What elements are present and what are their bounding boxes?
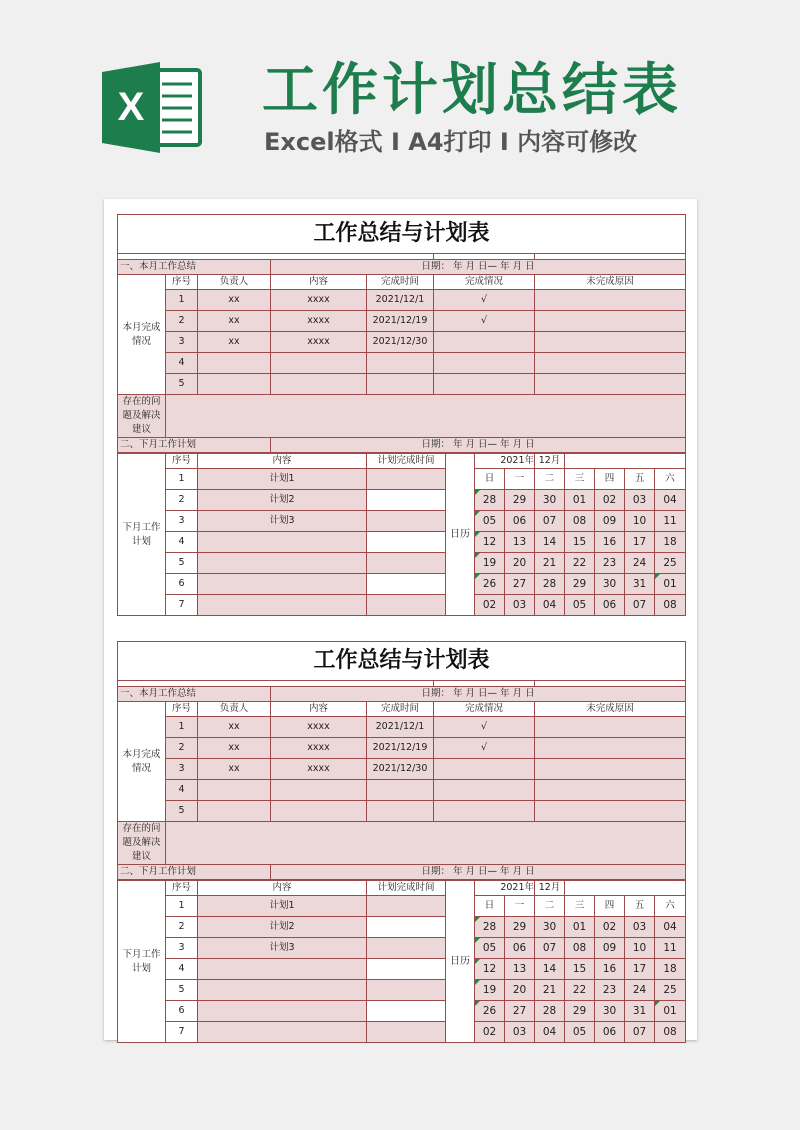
table-cell[interactable] [535,332,686,353]
calendar-day[interactable]: 05 [565,595,595,616]
calendar-header-blank [565,881,686,896]
plan-row [118,938,686,959]
table-cell: 5 [166,801,198,822]
calendar-day[interactable]: 28 [475,490,505,511]
table-row [118,738,686,759]
calendar-day[interactable]: 26 [475,1001,505,1022]
calendar-day[interactable]: 08 [655,595,686,616]
table-cell[interactable]: 2021/12/1 [367,717,434,738]
plan-due-time[interactable] [367,490,446,511]
calendar-day[interactable]: 22 [565,980,595,1001]
calendar-day[interactable]: 16 [595,532,625,553]
section-header-row [118,438,686,453]
table-cell[interactable] [434,759,535,780]
plan-index: 3 [166,938,198,959]
table-cell[interactable] [271,374,367,395]
plan-row [118,574,686,595]
calendar-day[interactable]: 14 [535,532,565,553]
worksheet-top [117,214,685,616]
calendar-day[interactable]: 20 [505,980,535,1001]
calendar-weekday: 二 [535,469,565,490]
calendar-year: 2021年 [475,454,535,469]
calendar-day[interactable]: 18 [655,959,686,980]
calendar-weekday: 三 [565,469,595,490]
section-header-row [118,260,686,275]
table-cell[interactable] [198,374,271,395]
table-cell[interactable]: xxxx [271,332,367,353]
column-header: 内容 [271,702,367,717]
table-header-row [118,702,686,717]
plan-row [118,959,686,980]
calendar-day[interactable]: 06 [505,511,535,532]
calendar-day[interactable]: 04 [535,1022,565,1043]
plan-row [118,511,686,532]
table-cell[interactable] [367,374,434,395]
plan-content[interactable]: 计划3 [198,938,367,959]
table-cell[interactable] [434,801,535,822]
calendar-weekday: 一 [505,896,535,917]
plan-index: 5 [166,553,198,574]
table-cell: 1 [166,717,198,738]
calendar-weekday: 六 [655,469,686,490]
calendar-day[interactable]: 12 [475,959,505,980]
table-cell[interactable]: xx [198,332,271,353]
group-label-next-month: 下月工作计划 [118,454,166,616]
table-cell[interactable] [367,801,434,822]
table-cell[interactable]: 2021/12/30 [367,759,434,780]
calendar-day[interactable]: 12 [475,532,505,553]
table-cell[interactable]: 2021/12/30 [367,332,434,353]
calendar-day[interactable]: 05 [475,938,505,959]
plan-row [118,490,686,511]
plan-content[interactable] [198,553,367,574]
table-cell: 4 [166,780,198,801]
calendar-day[interactable]: 03 [625,490,655,511]
issues-label: 存在的问题及解决建议 [118,822,166,865]
calendar-year: 2021年 [475,881,535,896]
plan-content[interactable]: 计划2 [198,917,367,938]
plan-index: 5 [166,980,198,1001]
calendar-weekday: 六 [655,896,686,917]
table-cell[interactable] [198,801,271,822]
section-1-date: 日期： 年 月 日— 年 月 日 [271,260,686,275]
plan-content[interactable]: 计划2 [198,490,367,511]
table-header-row [118,275,686,290]
calendar-day[interactable]: 05 [565,1022,595,1043]
table-cell[interactable]: xx [198,717,271,738]
calendar-day[interactable]: 04 [655,490,686,511]
calendar-day[interactable]: 25 [655,980,686,1001]
plan-row [118,1001,686,1022]
calendar-day[interactable]: 02 [595,490,625,511]
calendar-day[interactable]: 08 [655,1022,686,1043]
calendar-day[interactable]: 30 [595,574,625,595]
table-cell[interactable]: xxxx [271,290,367,311]
table-row [118,353,686,374]
column-header: 完成时间 [367,702,434,717]
calendar-day[interactable]: 14 [535,959,565,980]
title-row [118,215,686,254]
calendar-day[interactable]: 04 [655,917,686,938]
calendar-day[interactable]: 31 [625,1001,655,1022]
calendar-label: 日历 [446,881,475,1043]
sheet-title: 工作总结与计划表 [118,215,686,254]
calendar-day[interactable]: 01 [655,574,686,595]
calendar-day[interactable]: 15 [565,959,595,980]
plan-due-time[interactable] [367,1022,446,1043]
table-cell[interactable] [434,780,535,801]
calendar-weekday: 一 [505,469,535,490]
section-2-label: 二、下月工作计划 [118,438,271,453]
table-cell[interactable] [198,780,271,801]
column-header: 内容 [271,275,367,290]
issues-input-cell[interactable] [166,395,686,438]
calendar-day[interactable]: 19 [475,553,505,574]
plan-index: 4 [166,959,198,980]
plan-content[interactable] [198,574,367,595]
calendar-day[interactable]: 29 [565,574,595,595]
table-cell[interactable]: xxxx [271,738,367,759]
summary-plan-table [117,641,686,880]
calendar-day[interactable]: 07 [535,938,565,959]
table-cell[interactable] [367,353,434,374]
calendar-day[interactable]: 04 [535,595,565,616]
calendar-weekday: 三 [565,896,595,917]
column-header: 计划完成时间 [367,881,446,896]
table-cell[interactable]: 2021/12/1 [367,290,434,311]
issues-label: 存在的问题及解决建议 [118,395,166,438]
column-header: 未完成原因 [535,702,686,717]
table-cell[interactable]: 2021/12/19 [367,738,434,759]
calendar-day[interactable]: 07 [625,595,655,616]
table-cell[interactable] [434,374,535,395]
plan-row [118,469,686,490]
calendar-weekday: 四 [595,469,625,490]
plan-index: 6 [166,1001,198,1022]
table-cell[interactable] [535,353,686,374]
table-cell[interactable] [271,780,367,801]
plan-due-time[interactable] [367,917,446,938]
calendar-month: 12月 [535,881,565,896]
calendar-day[interactable]: 11 [655,511,686,532]
calendar-day[interactable]: 01 [565,490,595,511]
issues-input-cell[interactable] [166,822,686,865]
section-2-date: 日期： 年 月 日— 年 月 日 [271,438,686,453]
calendar-day[interactable]: 21 [535,980,565,1001]
section-header-row [118,687,686,702]
plan-index: 1 [166,896,198,917]
table-cell[interactable] [271,353,367,374]
section-header-row [118,865,686,880]
calendar-day[interactable]: 11 [655,938,686,959]
plan-row [118,1022,686,1043]
column-header: 序号 [166,454,198,469]
table-cell[interactable]: xx [198,311,271,332]
table-cell[interactable]: xx [198,759,271,780]
plan-due-time[interactable] [367,553,446,574]
issues-row [118,395,686,438]
table-cell[interactable] [535,738,686,759]
table-cell[interactable]: √ [434,290,535,311]
excel-logo-icon [102,60,202,155]
table-row [118,332,686,353]
calendar-weekday: 日 [475,469,505,490]
table-cell[interactable]: xxxx [271,759,367,780]
calendar-day[interactable]: 27 [505,1001,535,1022]
table-cell[interactable]: xxxx [271,311,367,332]
group-label-next-month: 下月工作计划 [118,881,166,1043]
plan-calendar-table [117,453,686,616]
table-cell: 3 [166,332,198,353]
plan-content[interactable] [198,1001,367,1022]
calendar-day[interactable]: 09 [595,511,625,532]
plan-content[interactable] [198,595,367,616]
calendar-day[interactable]: 13 [505,959,535,980]
calendar-day[interactable]: 25 [655,553,686,574]
calendar-day[interactable]: 01 [655,1001,686,1022]
group-label-current-month: 本月完成情况 [118,702,166,822]
table-cell[interactable]: √ [434,738,535,759]
section-1-date: 日期： 年 月 日— 年 月 日 [271,687,686,702]
calendar-day[interactable]: 15 [565,532,595,553]
plan-row [118,553,686,574]
table-row [118,801,686,822]
table-cell[interactable] [535,290,686,311]
section-1-label: 一、本月工作总结 [118,260,271,275]
calendar-day[interactable]: 20 [505,553,535,574]
column-header: 内容 [198,454,367,469]
table-cell[interactable] [271,801,367,822]
summary-plan-table [117,214,686,453]
plan-content[interactable]: 计划3 [198,511,367,532]
table-cell[interactable]: xxxx [271,717,367,738]
calendar-day[interactable]: 08 [565,938,595,959]
calendar-day[interactable]: 21 [535,553,565,574]
plan-index: 3 [166,511,198,532]
plan-row [118,917,686,938]
table-cell: 2 [166,311,198,332]
plan-content[interactable] [198,980,367,1001]
plan-index: 1 [166,469,198,490]
plan-due-time[interactable] [367,511,446,532]
plan-due-time[interactable] [367,938,446,959]
section-2-date: 日期： 年 月 日— 年 月 日 [271,865,686,880]
plan-due-time[interactable] [367,980,446,1001]
calendar-day[interactable]: 30 [535,917,565,938]
calendar-day[interactable]: 28 [535,574,565,595]
table-cell[interactable] [535,759,686,780]
calendar-day[interactable]: 06 [595,1022,625,1043]
table-row [118,374,686,395]
calendar-weekday: 日 [475,896,505,917]
plan-due-time[interactable] [367,1001,446,1022]
calendar-day[interactable]: 29 [505,917,535,938]
calendar-day[interactable]: 27 [505,574,535,595]
plan-header-row [118,881,686,896]
table-cell[interactable] [198,353,271,374]
calendar-header-blank [565,454,686,469]
column-header: 内容 [198,881,367,896]
calendar-day[interactable]: 29 [565,1001,595,1022]
table-cell[interactable] [434,332,535,353]
plan-index: 2 [166,490,198,511]
plan-content[interactable] [198,1022,367,1043]
calendar-day[interactable]: 24 [625,553,655,574]
calendar-day[interactable]: 17 [625,532,655,553]
calendar-day[interactable]: 29 [505,490,535,511]
excel-logo-letter: X [117,85,145,129]
plan-row [118,532,686,553]
page-title: 工作计划总结表 [262,58,682,123]
calendar-day[interactable]: 09 [595,938,625,959]
calendar-day[interactable]: 23 [595,553,625,574]
calendar-day[interactable]: 02 [595,917,625,938]
calendar-day[interactable]: 03 [505,1022,535,1043]
table-cell: 1 [166,290,198,311]
calendar-day[interactable]: 19 [475,980,505,1001]
column-header: 未完成原因 [535,275,686,290]
calendar-day[interactable]: 02 [475,1022,505,1043]
column-header: 完成情况 [434,275,535,290]
calendar-weekday: 五 [625,896,655,917]
calendar-day[interactable]: 06 [595,595,625,616]
column-header: 负责人 [198,275,271,290]
table-row [118,311,686,332]
table-cell: 5 [166,374,198,395]
column-header: 完成时间 [367,275,434,290]
column-header: 序号 [166,702,198,717]
table-cell[interactable] [535,780,686,801]
plan-content[interactable]: 计划1 [198,469,367,490]
plan-index: 4 [166,532,198,553]
table-cell[interactable] [535,717,686,738]
calendar-day[interactable]: 13 [505,532,535,553]
calendar-day[interactable]: 23 [595,980,625,1001]
plan-due-time[interactable] [367,896,446,917]
table-cell[interactable]: √ [434,717,535,738]
calendar-day[interactable]: 16 [595,959,625,980]
calendar-day[interactable]: 06 [505,938,535,959]
plan-index: 6 [166,574,198,595]
plan-index: 7 [166,1022,198,1043]
issues-row [118,822,686,865]
table-cell: 2 [166,738,198,759]
sheet-title: 工作总结与计划表 [118,642,686,681]
table-cell[interactable]: xx [198,290,271,311]
table-row [118,717,686,738]
table-cell[interactable] [434,353,535,374]
plan-due-time[interactable] [367,574,446,595]
plan-due-time[interactable] [367,959,446,980]
table-row [118,780,686,801]
plan-index: 7 [166,595,198,616]
title-row [118,642,686,681]
calendar-day[interactable]: 03 [505,595,535,616]
plan-content[interactable]: 计划1 [198,896,367,917]
calendar-day[interactable]: 10 [625,511,655,532]
section-1-label: 一、本月工作总结 [118,687,271,702]
section-2-label: 二、下月工作计划 [118,865,271,880]
calendar-day[interactable]: 22 [565,553,595,574]
column-header: 序号 [166,881,198,896]
group-label-current-month: 本月完成情况 [118,275,166,395]
calendar-weekday: 二 [535,896,565,917]
calendar-day[interactable]: 07 [535,511,565,532]
calendar-day[interactable]: 05 [475,511,505,532]
plan-row [118,896,686,917]
calendar-day[interactable]: 08 [565,511,595,532]
plan-due-time[interactable] [367,595,446,616]
column-header: 序号 [166,275,198,290]
calendar-day[interactable]: 03 [625,917,655,938]
calendar-day[interactable]: 02 [475,595,505,616]
calendar-weekday: 四 [595,896,625,917]
calendar-day[interactable]: 30 [535,490,565,511]
calendar-weekday: 五 [625,469,655,490]
plan-due-time[interactable] [367,469,446,490]
calendar-day[interactable]: 31 [625,574,655,595]
table-cell[interactable]: 2021/12/19 [367,311,434,332]
calendar-day[interactable]: 24 [625,980,655,1001]
calendar-day[interactable]: 30 [595,1001,625,1022]
page-subtitle: Excel格式 I A4打印 I 内容可修改 [264,128,638,156]
calendar-day[interactable]: 07 [625,1022,655,1043]
calendar-day[interactable]: 10 [625,938,655,959]
calendar-month: 12月 [535,454,565,469]
plan-header-row [118,454,686,469]
calendar-day[interactable]: 28 [535,1001,565,1022]
calendar-day[interactable]: 17 [625,959,655,980]
calendar-day[interactable]: 28 [475,917,505,938]
plan-calendar-table [117,880,686,1043]
plan-index: 2 [166,917,198,938]
table-cell[interactable]: √ [434,311,535,332]
calendar-label: 日历 [446,454,475,616]
column-header: 计划完成时间 [367,454,446,469]
column-header: 完成情况 [434,702,535,717]
plan-due-time[interactable] [367,532,446,553]
table-row [118,290,686,311]
calendar-day[interactable]: 26 [475,574,505,595]
table-cell[interactable]: xx [198,738,271,759]
column-header: 负责人 [198,702,271,717]
table-cell[interactable] [535,801,686,822]
table-cell[interactable] [535,374,686,395]
table-row [118,759,686,780]
worksheet-bottom [117,641,685,1043]
plan-row [118,980,686,1001]
plan-row [118,595,686,616]
table-cell: 4 [166,353,198,374]
table-cell: 3 [166,759,198,780]
calendar-day[interactable]: 18 [655,532,686,553]
plan-content[interactable] [198,959,367,980]
table-cell[interactable] [367,780,434,801]
table-cell[interactable] [535,311,686,332]
plan-content[interactable] [198,532,367,553]
calendar-day[interactable]: 01 [565,917,595,938]
